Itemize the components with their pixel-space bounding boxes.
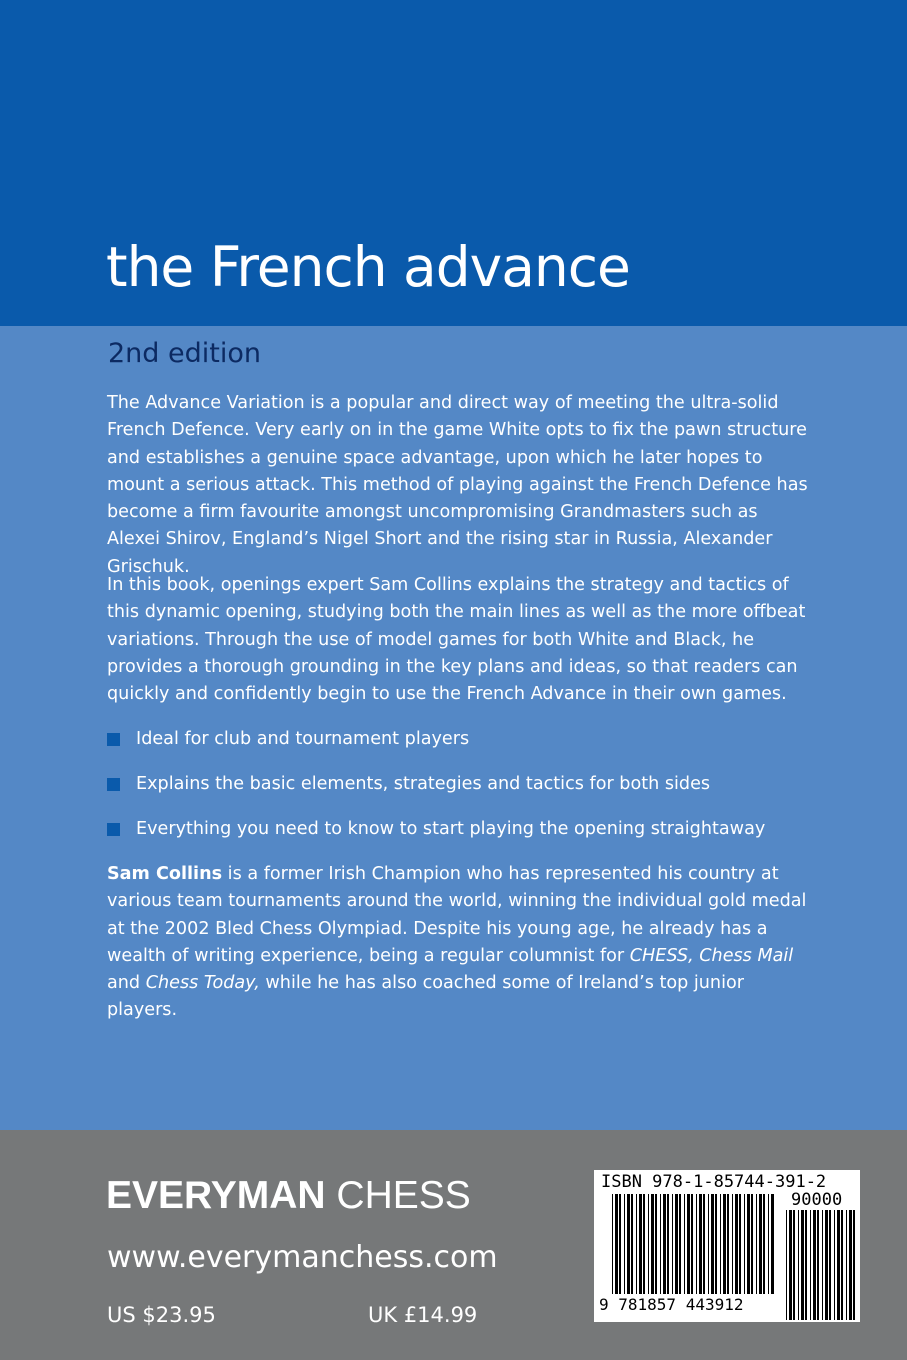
book-title: the French advance [106, 235, 630, 299]
price-uk: UK £14.99 [368, 1303, 478, 1327]
bullet-text: Explains the basic elements, strategies and tactics for both sides [136, 774, 711, 794]
bio-text: is a former Irish Champion who has represented his country at various team tournaments around the world, winning the individual gold medal at the 2002 Bled Chess Olympiad. Despite his young age, he already has a wealth of writing experience, being a regular columnist for [107, 864, 807, 966]
bullet-text: Ideal for club and tournament players [136, 729, 470, 749]
publisher-name-bold: EVERYMAN [106, 1174, 326, 1217]
square-bullet-icon [107, 733, 120, 746]
bio-text: while he has also coached some of Ireland’s top junior players. [107, 973, 744, 1021]
price-code: 90000 [791, 1190, 843, 1210]
square-bullet-icon [107, 778, 120, 791]
price-us: US $23.95 [107, 1303, 216, 1327]
bio-text: and [107, 973, 146, 994]
bullet-item [107, 727, 469, 751]
publisher-logo [106, 1172, 471, 1220]
barcode [594, 1170, 860, 1322]
publication-names: CHESS, Chess Mail [629, 945, 794, 966]
description-paragraph-1: The Advance Variation is a popular and direct way of meeting the ultra-solid French Defence. Very early on in the game White opts to fix the pawn structure and establishes a genuine space advantage, upon which he later hopes to mount a serious attack. This method of playing against the French Defence has become a firm favourite amongst uncompromising Grandmasters such as Alexei Shirov, England’s Nigel Short and the rising star in Russia, Alexander Grischuk. [107, 393, 808, 577]
isbn-number: ISBN 978-1-85744-391-2 [601, 1172, 827, 1192]
description-paragraph-2: In this book, openings expert Sam Collins explains the strategy and tactics of this dynamic opening, studying both the main lines as well as the more offbeat variations. Through the use of model games for both White and Black, he provides a thorough grounding in the key plans and ideas, so that readers can quickly and confidently begin to use the French Advance in their own games. [107, 575, 806, 705]
ean-number: 9 781857 443912 [599, 1295, 744, 1314]
bullet-item [107, 817, 765, 841]
author-name: Sam Collins [107, 864, 223, 884]
publisher-name-rest: CHESS [325, 1174, 471, 1217]
publication-name: Chess Today, [145, 973, 260, 994]
edition-label: 2nd edition [108, 338, 261, 369]
bullet-text: Everything you need to know to start playing the opening straightaway [136, 819, 766, 839]
square-bullet-icon [107, 823, 120, 836]
publisher-website: www.everymanchess.com [107, 1240, 498, 1275]
author-bio [107, 861, 812, 1025]
bullet-item [107, 772, 710, 796]
